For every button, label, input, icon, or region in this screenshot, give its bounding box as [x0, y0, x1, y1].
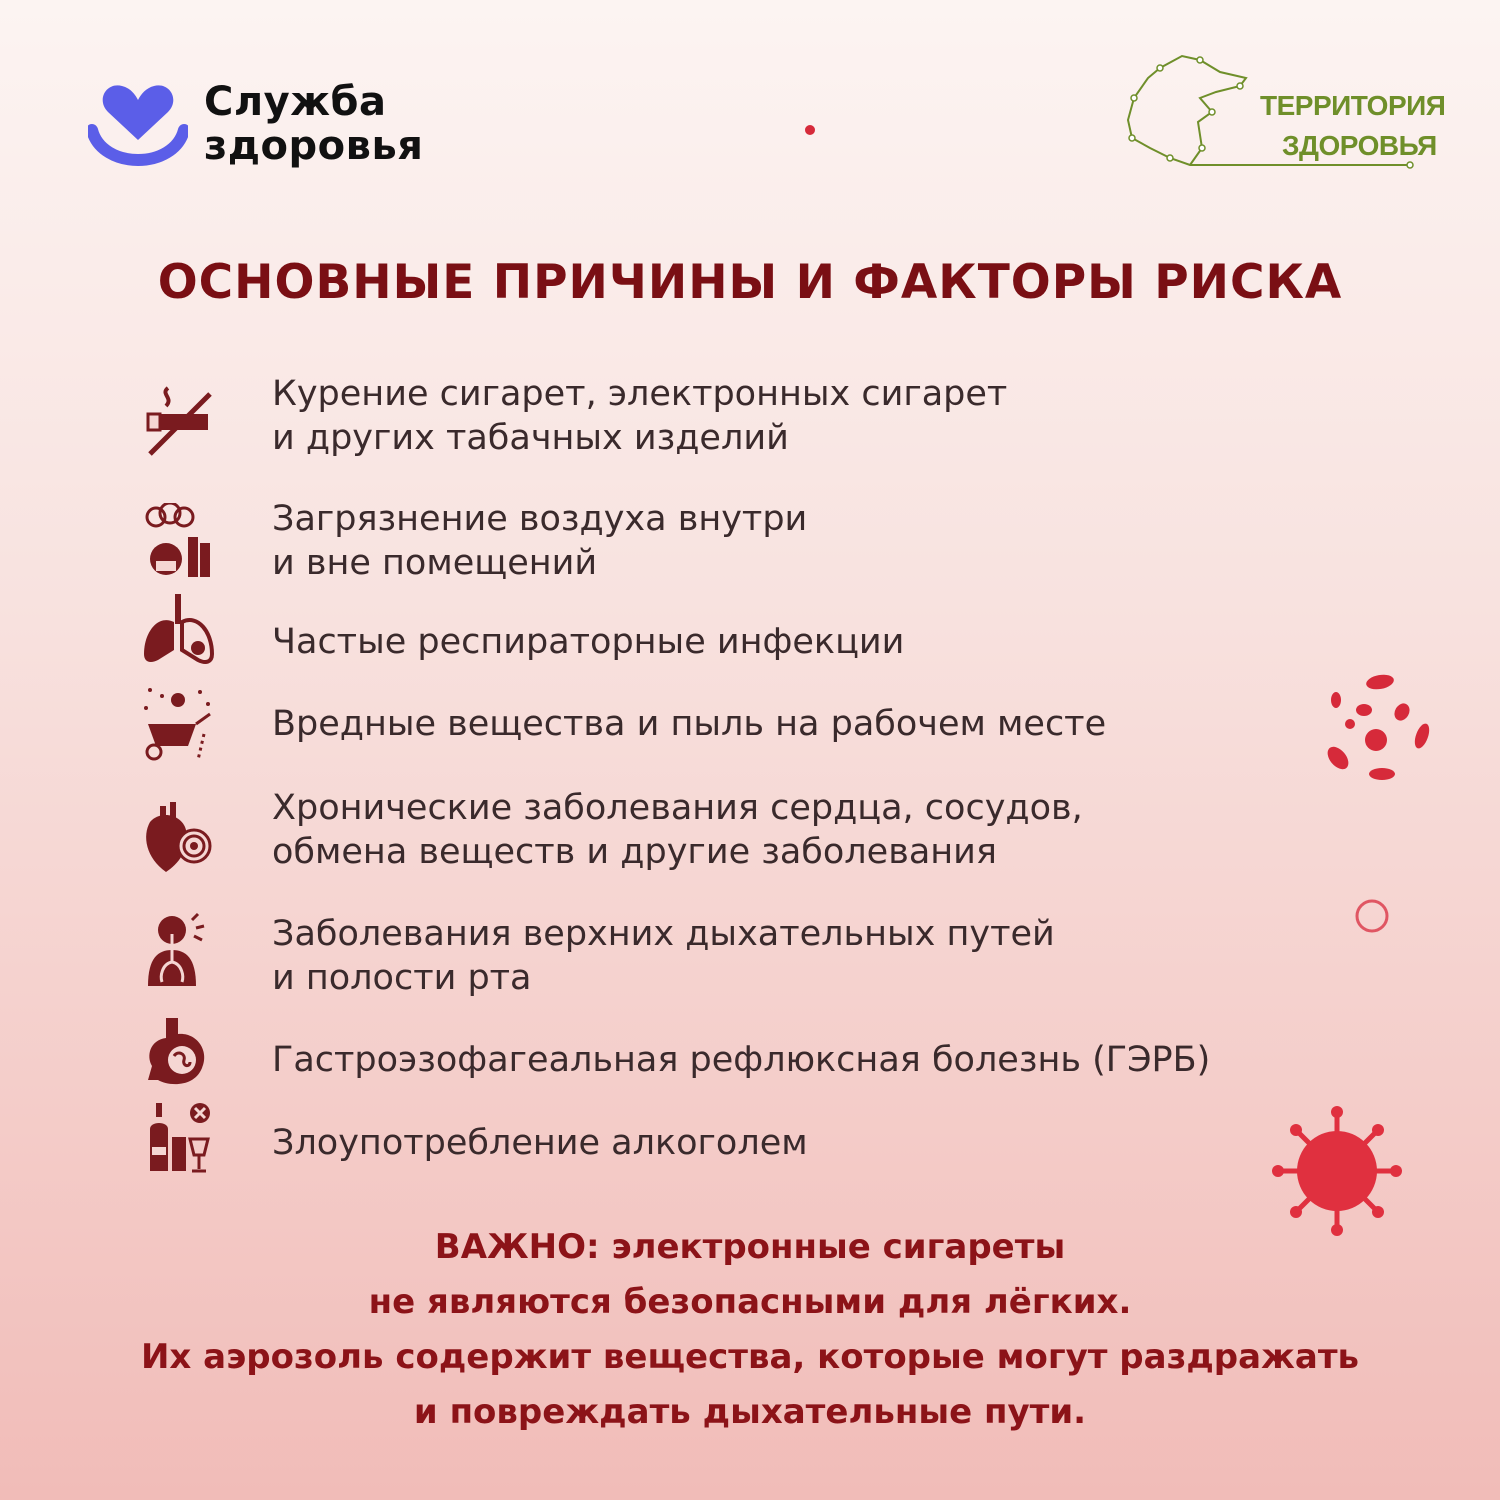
logo-line2: здоровья [204, 123, 424, 169]
territoriya-zdorovya-logo [1120, 50, 1446, 175]
item-text-line2: и других табачных изделий [272, 418, 789, 458]
alcohol-icon [138, 1101, 218, 1181]
heart-vessels-icon [138, 800, 218, 880]
note-line2: не являются безопасными для лёгких. [368, 1282, 1132, 1322]
upper-airways-icon [138, 912, 218, 992]
lungs-infection-icon [138, 592, 218, 672]
workplace-dust-icon [138, 684, 218, 764]
decorative-dot [804, 124, 816, 136]
item-text-line1: Гастроэзофагеальная рефлюксная болезнь (ГЭРБ) [272, 1040, 1211, 1080]
logo-right-line2: ЗДОРОВЬЯ [1282, 130, 1437, 161]
no-smoking-icon [138, 384, 218, 464]
sluzhba-zdorovya-logo [88, 78, 468, 178]
note-line1: ВАЖНО: электронные сигареты [434, 1227, 1066, 1267]
note-line4: и повреждать дыхательные пути. [413, 1392, 1087, 1432]
item-text-line1: Заболевания верхних дыхательных путей [272, 914, 1055, 954]
virus-decoration [1270, 1104, 1404, 1238]
air-pollution-icon [138, 503, 218, 583]
item-text-line2: и полости рта [272, 958, 532, 998]
stomach-icon [138, 1014, 218, 1094]
page-title: ОСНОВНЫЕ ПРИЧИНЫ И ФАКТОРЫ РИСКА [157, 255, 1343, 310]
bacteria-decoration [1318, 670, 1438, 785]
important-note [0, 1220, 1500, 1440]
item-text-line1: Загрязнение воздуха внутри [272, 499, 808, 539]
item-text-line1: Злоупотребление алкоголем [272, 1123, 808, 1163]
note-line3: Их аэрозоль содержит вещества, которые могут раздражать [140, 1337, 1360, 1377]
heart-smile-icon [88, 78, 188, 178]
item-text-line2: и вне помещений [272, 543, 598, 583]
logo-right-line1: ТЕРРИТОРИЯ [1260, 90, 1446, 121]
logo-line1: Служба [204, 79, 387, 125]
item-text-line1: Курение сигарет, электронных сигарет [272, 374, 1008, 414]
item-text-line1: Вредные вещества и пыль на рабочем месте [272, 704, 1107, 744]
item-text-line2: обмена веществ и другие заболевания [272, 832, 997, 872]
item-text-line1: Хронические заболевания сердца, сосудов, [272, 788, 1083, 828]
item-text-line1: Частые респираторные инфекции [272, 622, 905, 662]
decorative-ring [1352, 896, 1392, 936]
